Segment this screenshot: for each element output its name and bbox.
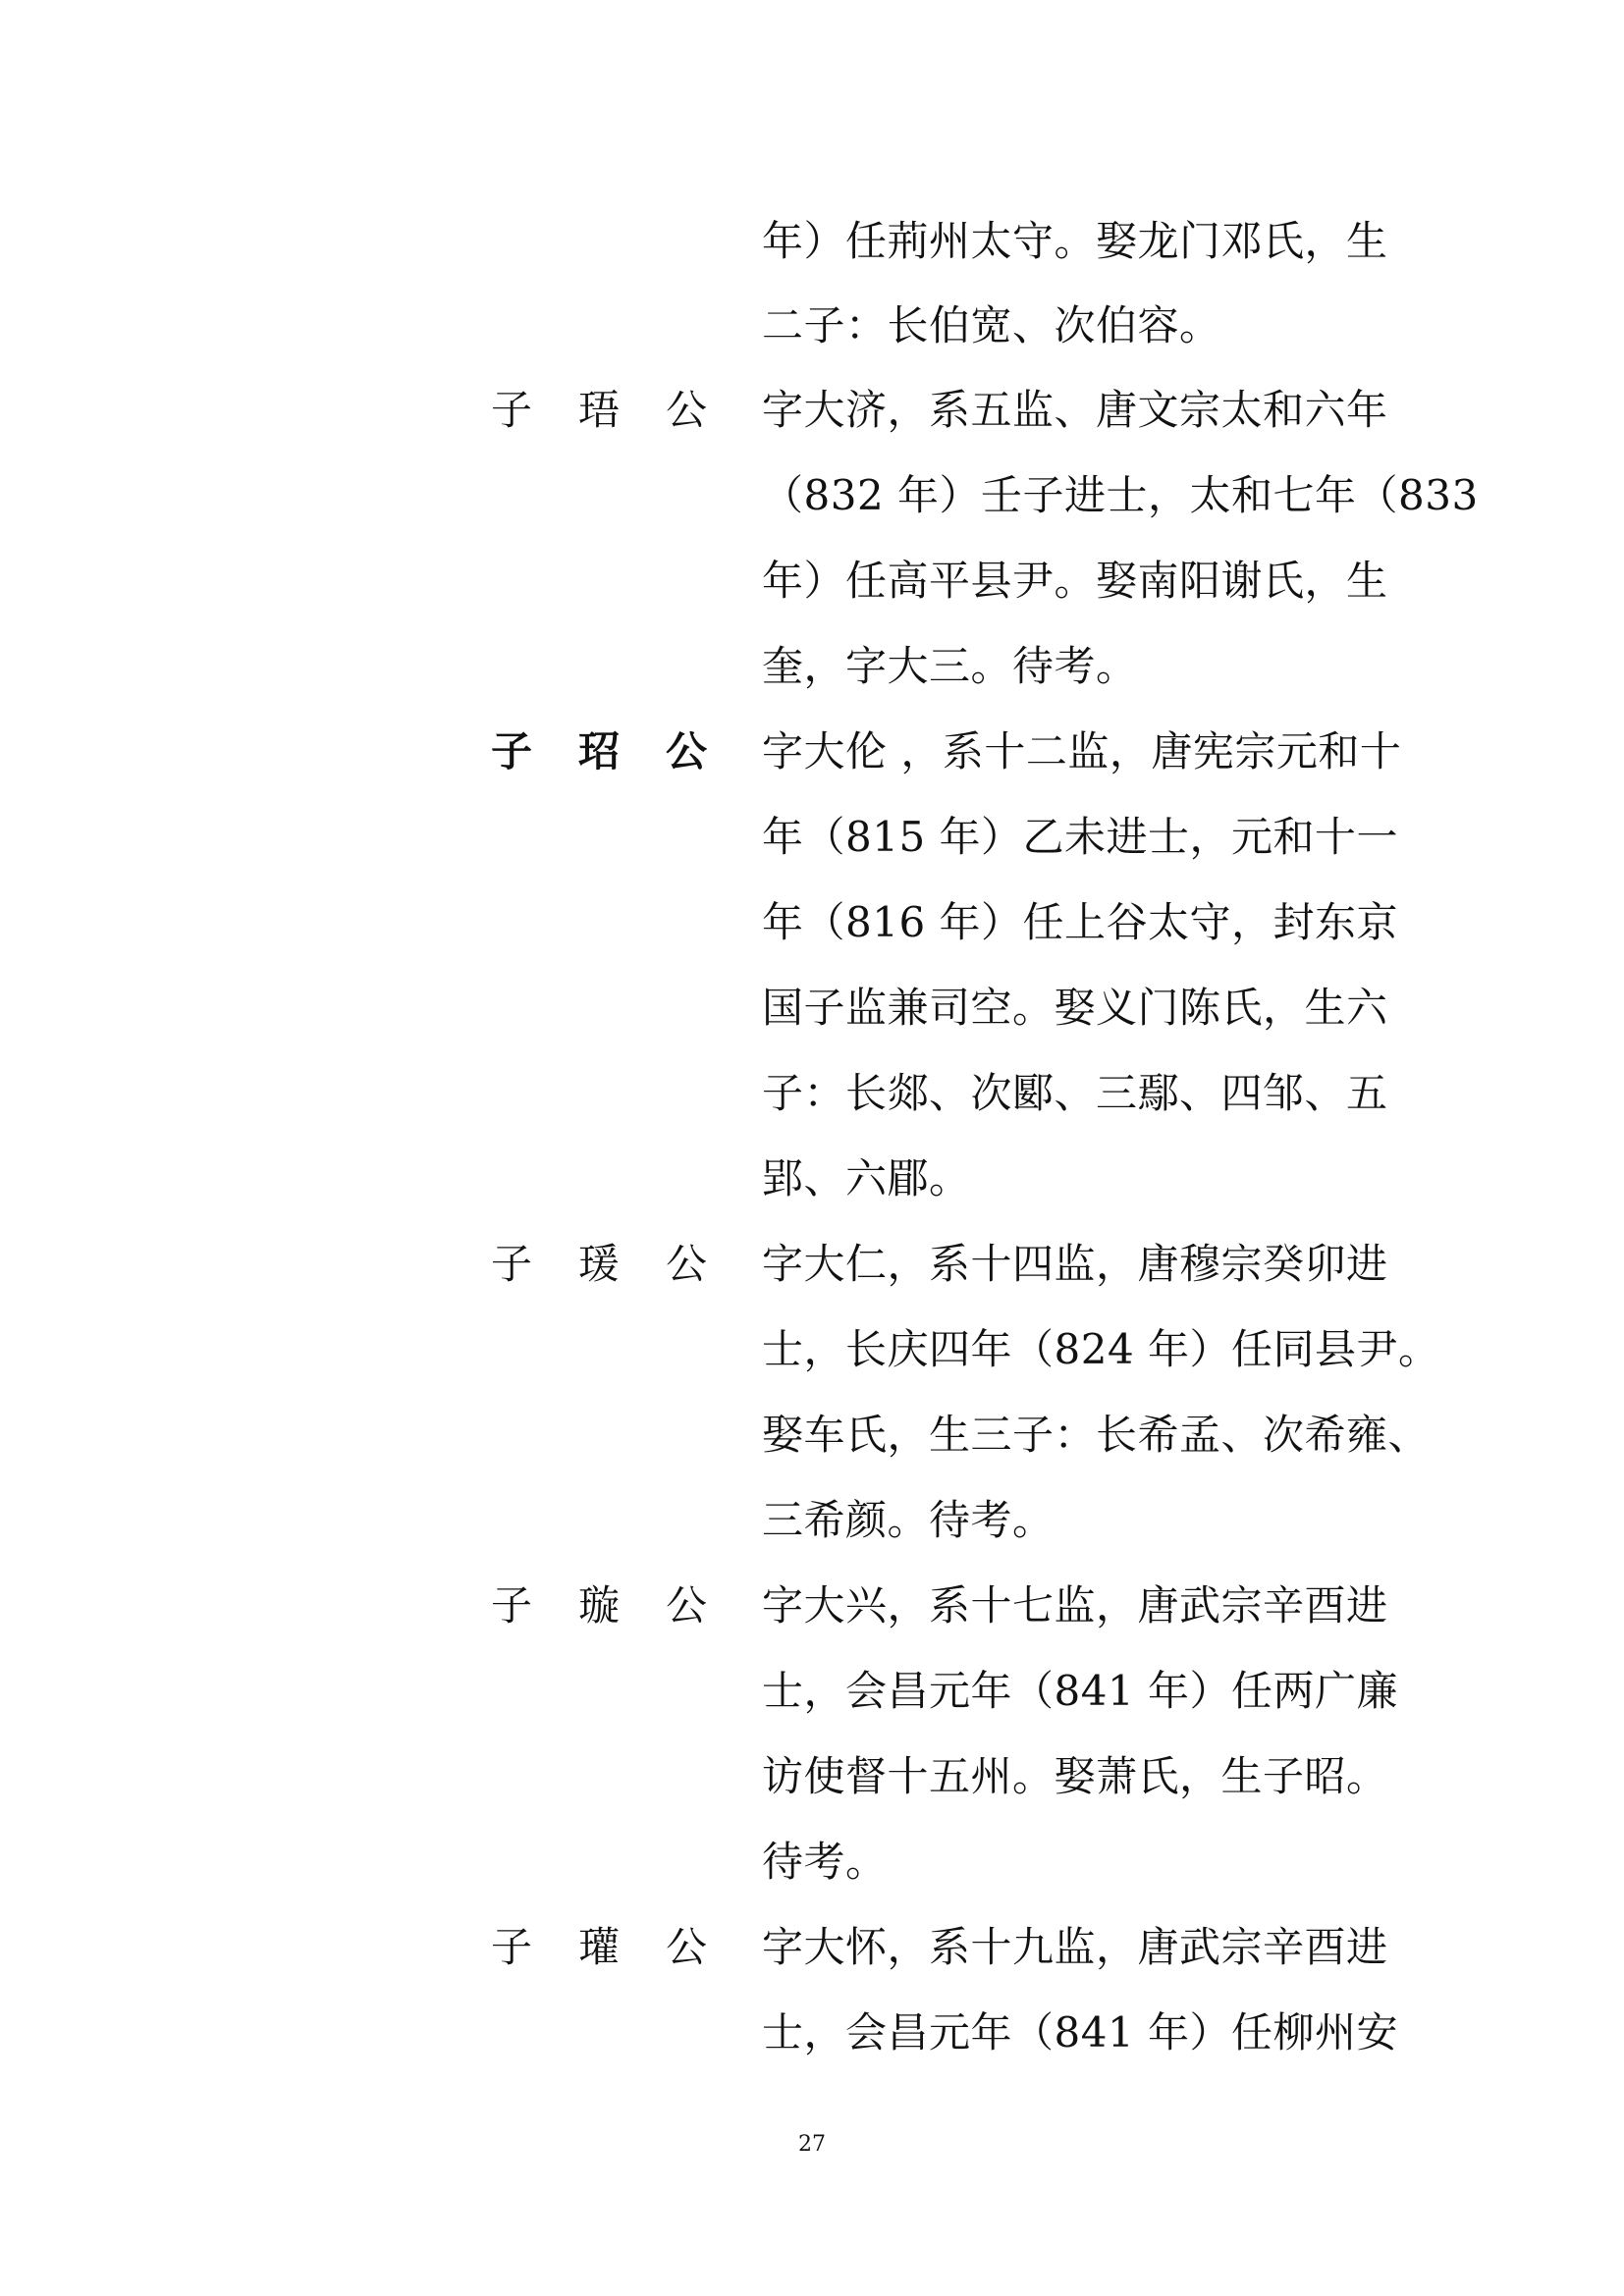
text-line: 三希颜。待考。 [762, 1496, 1055, 1544]
text-line: 字大仁，系十四监，唐穆宗癸卯进 [762, 1240, 1388, 1288]
text-line: 年（816 年）任上谷太守，封东京 [762, 898, 1399, 946]
text-line: 奎，字大三。待考。 [762, 642, 1138, 690]
entry-name: 子 瓘 公 [491, 1923, 707, 1971]
text-line: 年）任荊州太守。娶龙门邓氏，生 [762, 217, 1388, 265]
text-line: 字大伦 ，系十二监，唐宪宗元和十 [762, 727, 1402, 775]
text-line: 年（815 年）乙未进士，元和十一 [762, 813, 1399, 861]
text-line: 士，会昌元年（841 年）任两广廉 [762, 1667, 1399, 1715]
text-line: 年）任高平县尹。娶南阳谢氏，生 [762, 557, 1388, 605]
text-line: 国子监兼司空。娶义门陈氏，生六 [762, 984, 1388, 1032]
text-line: 字大济，系五监、唐文宗太和六年 [762, 386, 1388, 434]
text-line: 娶车氏，生三子：长希孟、次希雍、 [762, 1411, 1431, 1459]
entry-name: 子 玿 公 [491, 727, 707, 775]
text-line: 子：长郯、次郾、三鄢、四邹、五 [762, 1069, 1388, 1117]
text-line: 二子：长伯宽、次伯容。 [762, 301, 1221, 349]
text-line: 郢、六郿。 [762, 1154, 971, 1202]
text-line: 士，长庆四年（824 年）任同县尹。 [762, 1325, 1440, 1373]
text-line: 访使督十五州。娶萧氏，生子昭。 [762, 1752, 1388, 1800]
entry-name: 子 璇 公 [491, 1581, 707, 1629]
text-line: 待考。 [762, 1838, 888, 1886]
text-line: 字大怀，系十九监，唐武宗辛酉进 [762, 1923, 1388, 1971]
text-line: 字大兴，系十七监，唐武宗辛酉进 [762, 1581, 1388, 1629]
entry-name: 子 珸 公 [491, 386, 707, 434]
text-line: （832 年）壬子进士，太和七年（833 [762, 471, 1479, 519]
text-line: 士，会昌元年（841 年）任柳州安 [762, 2008, 1399, 2056]
page-number: 27 [798, 2132, 826, 2157]
entry-name: 子 瑗 公 [491, 1240, 707, 1288]
